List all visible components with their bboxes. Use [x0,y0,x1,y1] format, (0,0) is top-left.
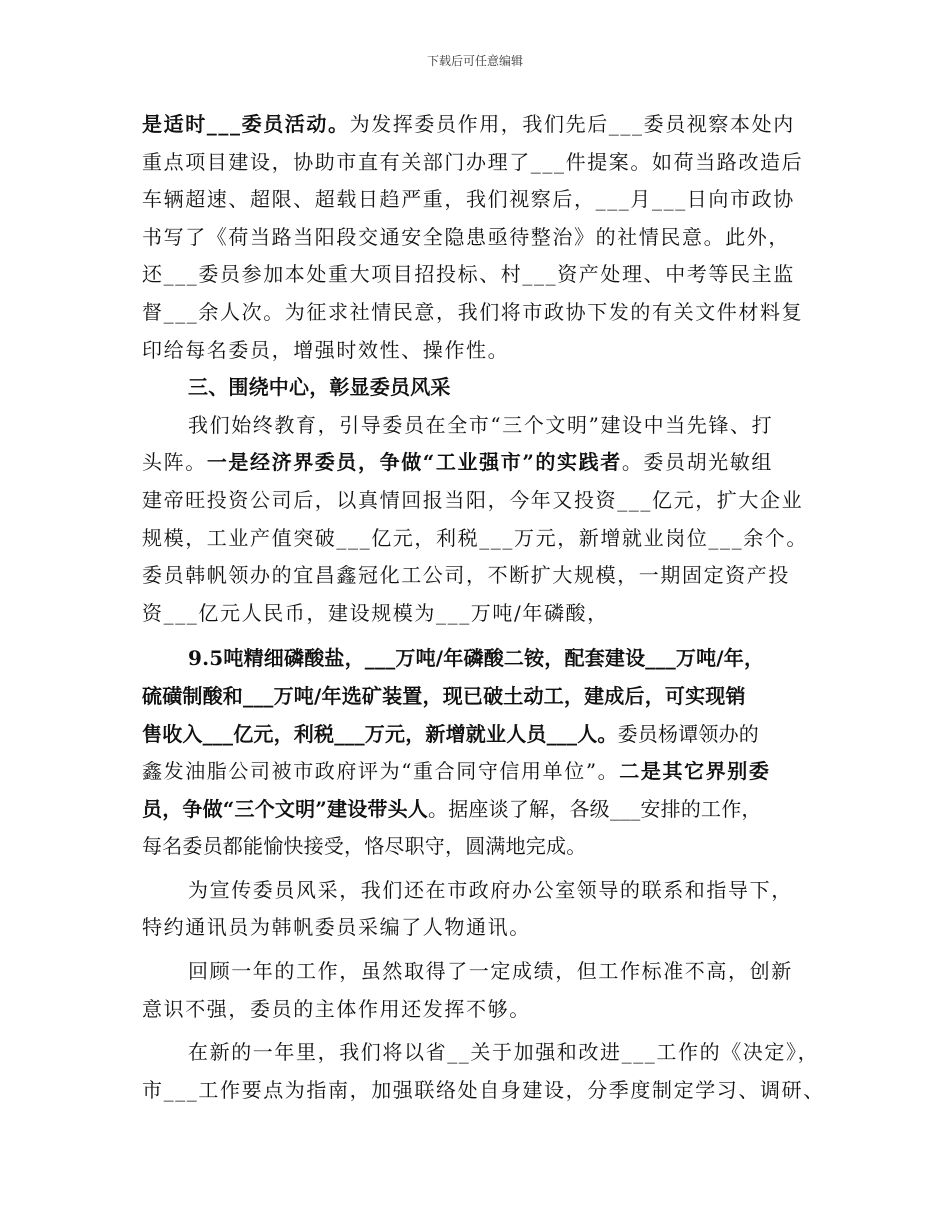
text-line: 还___委员参加本处重大项目招投标、村___资产处理、中考等民主监 [142,262,795,287]
text-line: 车辆超速、超限、超载日趋严重，我们视察后，___月___日向市政协 [142,187,795,212]
page-header: 下载后可任意编辑 [426,54,523,68]
text-line: 每名委员都能愉快接受，恪尽职守，圆满地完成。 [142,834,587,859]
text-line [142,753,832,791]
document-body [142,106,832,1109]
text-line: 印给每名委员，增强时效性、操作性。 [142,337,510,362]
text-line: 市___工作要点为指南，加强联络处自身建设，分季度制定学习、调研、 [142,1077,825,1102]
text-line [142,444,832,482]
bold-phrase: 是适时___委员活动。 [142,112,350,136]
text-line: 委员韩帆领办的宜昌鑫冠化工公司，不断扩大规模，一期固定资产投 [142,563,790,588]
text-line: 意识不强，委员的主体作用还发挥不够。 [142,996,531,1021]
text-line: 特约通讯员为韩帆委员采编了人物通讯。 [142,915,531,940]
text-line: 重点项目建设，协助市直有关部门办理了___件提案。如荷当路改造后 [142,149,804,174]
bold-phrase: 二是其它界别委 [619,759,771,784]
text-span: 头阵。 [142,450,207,475]
bold-line: 9.5吨精细磷酸盐，___万吨/年磷酸二铵，配套建设___万吨/年， [188,646,765,671]
text-line: 回顾一年的工作，虽然取得了一定成绩，但工作标准不高，创新 [188,959,793,984]
text-line: 书写了《荷当路当阳段交通安全隐患亟待整治》的社情民意。此外， [142,224,790,249]
bold-line: 硫磺制酸和___万吨/年选矿装置，现已破土动工，建成后，可实现销 [142,683,746,708]
text-span: 鑫发油脂公司被市政府评为“重合同守信用单位”。 [142,759,620,784]
text-line: 我们始终教育，引导委员在全市“三个文明”建设中当先锋、打 [188,412,774,437]
bold-phrase: 一是经济界委员，争做“工业强市”的实践者 [206,450,622,475]
text-line [142,716,832,754]
text-span: 为发挥委员作用，我们先后___委员视察本处内 [349,112,795,136]
bold-phrase: 售收入___亿元，利税___万元，新增就业人员___人。 [142,721,618,746]
text-span: 委员杨谭领办的 [617,721,760,746]
text-line [142,791,832,829]
section-heading: 三、围绕中心，彰显委员风采 [188,375,451,400]
text-line: 为宣传委员风采，我们还在市政府办公室领导的联系和指导下， [188,877,793,902]
text-line [142,106,832,144]
text-line: 督___余人次。为征求社情民意，我们将市政协下发的有关文件材料复 [142,299,804,324]
text-line: 建帝旺投资公司后，以真情回报当阳，今年又投资___亿元，扩大企业 [142,487,804,512]
text-span: 。委员胡光敏组 [621,450,774,475]
text-line: 规模，工业产值突破___亿元，利税___万元，新增就业岗位___余个。 [142,525,808,550]
text-line: 在新的一年里，我们将以省__关于加强和改进___工作的《决定》， [188,1040,820,1065]
text-span: 。据座谈了解，各级___安排的工作， [428,796,762,821]
text-line: 资___亿元人民币，建设规模为___万吨/年磷酸， [142,600,609,625]
bold-phrase: 员，争做“三个文明”建设带头人 [142,796,429,821]
